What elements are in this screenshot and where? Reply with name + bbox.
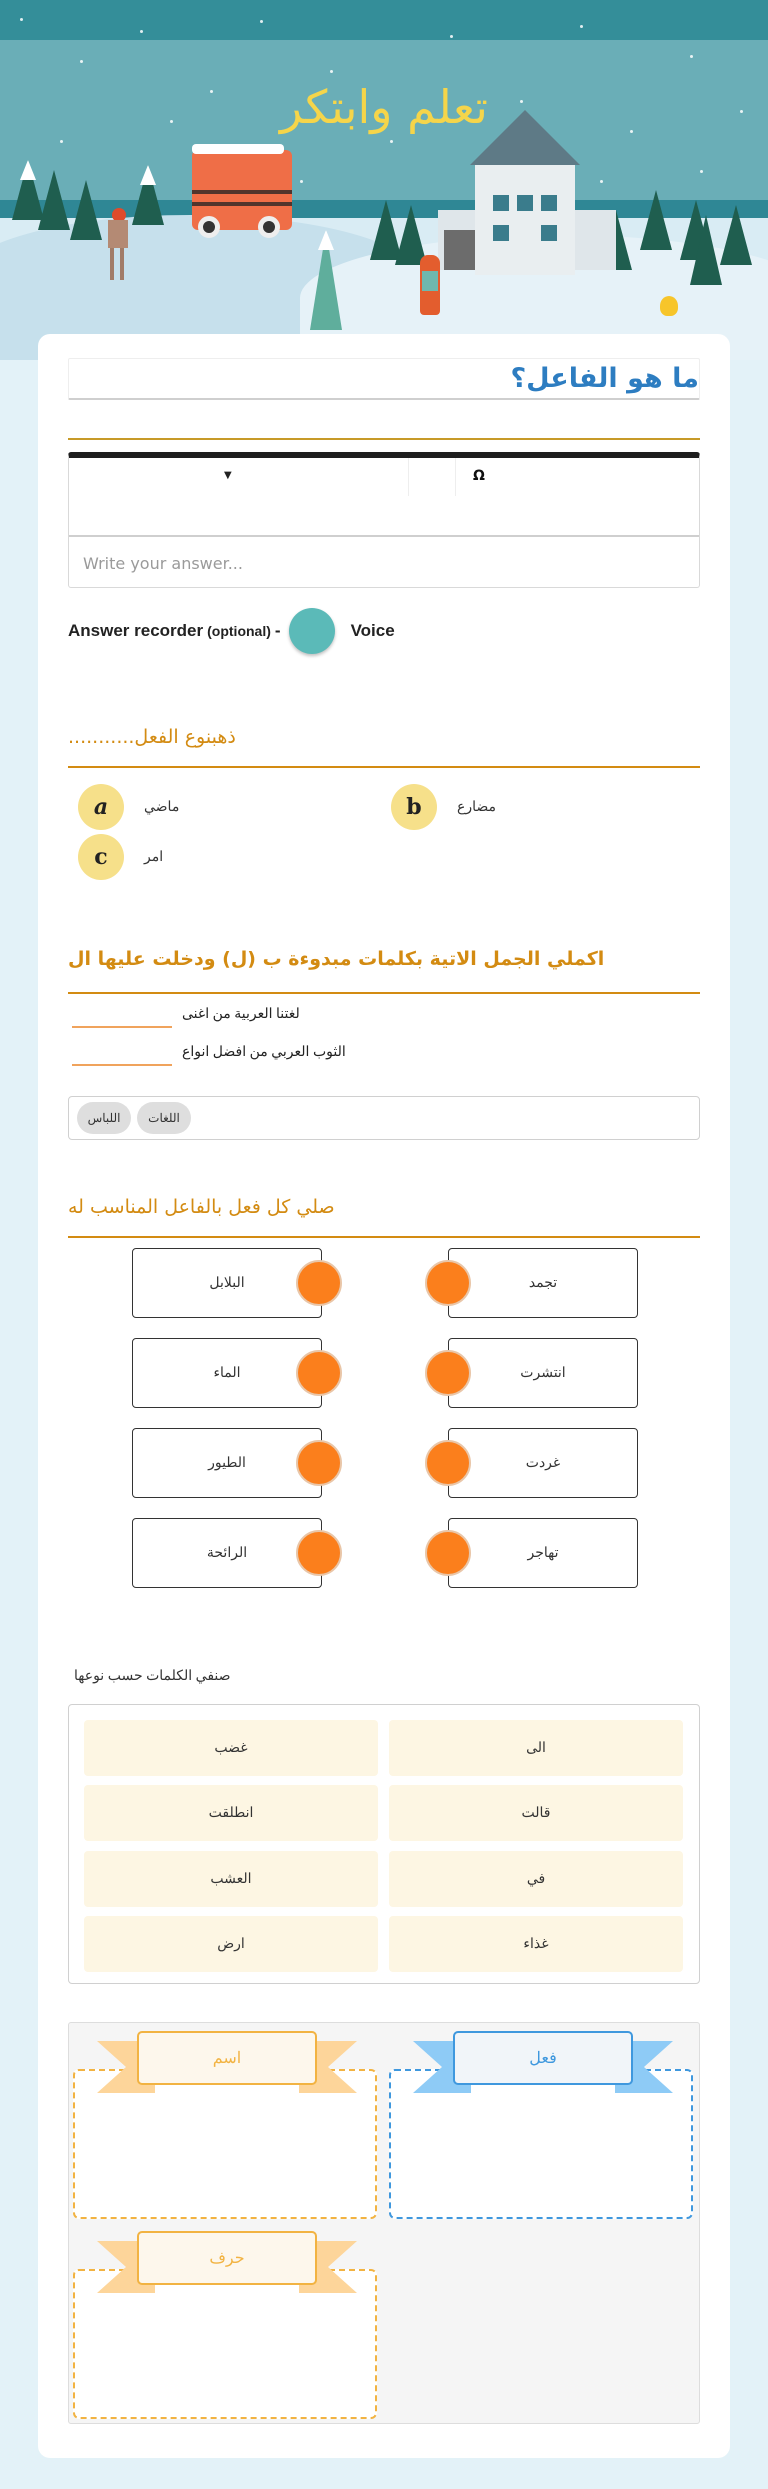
match-connector-dot[interactable] — [425, 1350, 471, 1396]
garage-door — [444, 230, 476, 270]
worksheet-card — [38, 334, 730, 2458]
option-c[interactable] — [78, 834, 163, 880]
beehive-icon — [660, 296, 678, 316]
match-left-card[interactable]: الماء — [132, 1338, 322, 1408]
match-connector-dot[interactable] — [425, 1530, 471, 1576]
pine-tree-icon — [720, 205, 752, 265]
match-connector-dot[interactable] — [425, 1440, 471, 1486]
recorder-label: Answer recorder — [68, 621, 204, 640]
bus-stripe — [192, 190, 292, 194]
draggable-word[interactable]: غذاء — [389, 1916, 683, 1972]
bus-snow-roof — [192, 144, 284, 154]
toolbar-separator — [408, 458, 409, 496]
fox-illustration — [420, 255, 440, 315]
option-letter-badge: a — [78, 784, 124, 830]
word-chip[interactable]: اللباس — [77, 1102, 131, 1134]
fill-blank-1[interactable] — [72, 1010, 172, 1028]
category-label: حرف — [137, 2231, 317, 2285]
category-label: فعل — [453, 2031, 633, 2085]
snowflake-icon — [260, 20, 263, 23]
window-icon — [517, 195, 533, 211]
snowflake-icon — [450, 35, 453, 38]
snowflake-icon — [700, 170, 703, 173]
match-left-card[interactable]: البلابل — [132, 1248, 322, 1318]
word-bank — [68, 1096, 700, 1140]
match-right-card[interactable]: غردت — [448, 1428, 638, 1498]
option-a[interactable] — [78, 784, 179, 830]
match-left-card[interactable]: الطيور — [132, 1428, 322, 1498]
special-character-icon[interactable]: Ω — [473, 468, 485, 484]
deer-leg — [110, 248, 114, 280]
option-text: مضارع — [457, 799, 497, 815]
match-right-card[interactable]: تجمد — [448, 1248, 638, 1318]
window-icon — [493, 195, 509, 211]
house-illustration — [475, 165, 575, 275]
header-banner — [0, 0, 768, 360]
window-icon — [541, 195, 557, 211]
match-connector-dot[interactable] — [296, 1260, 342, 1306]
bus-stripe — [192, 202, 292, 206]
pine-tree-icon — [640, 190, 672, 250]
pine-tree-icon — [38, 170, 70, 230]
divider — [68, 992, 700, 994]
category-ribbon-noun — [97, 2031, 357, 2093]
recorder-optional-label: (optional) — [207, 623, 271, 639]
fill-blank-2[interactable] — [72, 1048, 172, 1066]
question-5-title: صنفي الكلمات حسب نوعها — [74, 1669, 231, 1684]
classify-word-pool — [68, 1704, 700, 1984]
window-icon — [541, 225, 557, 241]
draggable-word[interactable]: انطلقت — [84, 1785, 378, 1841]
deer-illustration — [108, 200, 128, 280]
snowflake-icon — [330, 70, 333, 73]
snowflake-icon — [580, 25, 583, 28]
match-connector-dot[interactable] — [425, 1260, 471, 1306]
option-text: امر — [144, 849, 164, 865]
sentence-1-text: لغتنا العربية من اغنى — [182, 1007, 300, 1022]
divider — [68, 766, 700, 768]
bus-illustration — [192, 150, 292, 230]
pine-tree-icon — [132, 165, 164, 225]
draggable-word[interactable]: العشب — [84, 1851, 378, 1907]
recorder-dash: - — [274, 621, 281, 640]
question-3-title: اكملي الجمل الاتية بكلمات مبدوءة ب (ل) ودخلت عليها ال — [68, 948, 605, 970]
snowflake-icon — [20, 18, 23, 21]
snowflake-icon — [390, 140, 393, 143]
editor-toolbar — [69, 458, 699, 498]
snowflake-icon — [60, 140, 63, 143]
match-connector-dot[interactable] — [296, 1350, 342, 1396]
font-dropdown-caret-icon[interactable]: ▼ — [224, 470, 232, 481]
match-connector-dot[interactable] — [296, 1440, 342, 1486]
category-buckets — [68, 2022, 700, 2424]
category-ribbon-particle — [97, 2231, 357, 2293]
answer-row — [69, 535, 699, 589]
rich-text-editor — [68, 452, 700, 588]
match-right-card[interactable]: انتشرت — [448, 1338, 638, 1408]
toolbar-separator — [455, 458, 456, 496]
pine-tree-icon — [70, 180, 102, 240]
match-connector-dot[interactable] — [296, 1530, 342, 1576]
draggable-word[interactable]: قالت — [389, 1785, 683, 1841]
pine-tree-icon — [310, 230, 342, 330]
option-b[interactable] — [391, 784, 496, 830]
draggable-word[interactable]: ارض — [84, 1916, 378, 1972]
snowflake-icon — [80, 60, 83, 63]
snowflake-icon — [690, 55, 693, 58]
category-ribbon-verb — [413, 2031, 673, 2093]
draggable-word[interactable]: في — [389, 1851, 683, 1907]
wheel-icon — [198, 216, 220, 238]
match-left-card[interactable]: الرائحة — [132, 1518, 322, 1588]
category-label: اسم — [137, 2031, 317, 2085]
banner-top-band — [0, 0, 768, 40]
wheel-icon — [258, 216, 280, 238]
snowflake-icon — [300, 180, 303, 183]
option-letter-badge: c — [78, 834, 124, 880]
sentence-2-text: الثوب العربي من افضل انواع — [182, 1045, 346, 1060]
question-1-title-box — [68, 358, 700, 400]
answer-input[interactable] — [69, 537, 699, 589]
option-letter-badge: b — [391, 784, 437, 830]
divider — [68, 1236, 700, 1238]
snowflake-icon — [600, 180, 603, 183]
question-1-title: ما هو الفاعل؟ — [510, 363, 699, 394]
divider — [68, 438, 700, 440]
match-right-card[interactable]: تهاجر — [448, 1518, 638, 1588]
voice-record-button[interactable] — [289, 608, 335, 654]
voice-label: Voice — [350, 621, 395, 640]
window-icon — [493, 225, 509, 241]
deer-body — [108, 220, 128, 248]
option-text: ماضي — [144, 799, 180, 815]
snowflake-icon — [140, 30, 143, 33]
fox-sweater — [422, 271, 438, 291]
question-4-title: صلي كل فعل بالفاعل المناسب له — [68, 1196, 335, 1218]
question-2-title: ذهبنوع الفعل........... — [68, 726, 236, 748]
draggable-word[interactable]: الى — [389, 1720, 683, 1776]
banner-title: تعلم وابتكر — [280, 80, 488, 134]
draggable-word[interactable]: غضب — [84, 1720, 378, 1776]
word-chip[interactable]: اللغات — [137, 1102, 191, 1134]
deer-leg — [120, 248, 124, 280]
pine-tree-icon — [690, 215, 722, 285]
answer-recorder — [68, 608, 395, 654]
